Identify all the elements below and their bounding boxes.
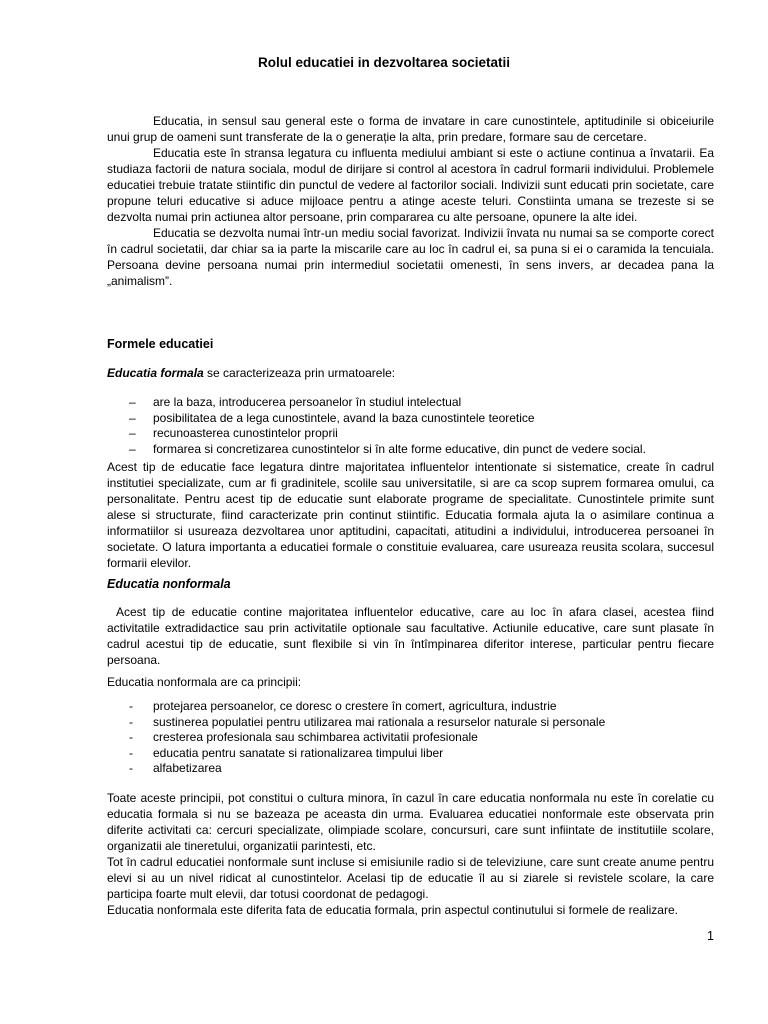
principles-intro: Educatia nonformala are ca principii: xyxy=(107,675,302,689)
dash-marker: - xyxy=(129,730,133,744)
list-item: - sustinerea populatiei pentru utilizarea mai rationala a resurselor naturale si personale xyxy=(129,714,606,729)
dash-marker: – xyxy=(129,410,136,425)
list-item: – recunoasterea cunostintelor proprii xyxy=(129,426,338,440)
intro-paragraph-3: Educatia se dezvolta numai într-un mediu social favorizat. Indivizii învata nu numai sa se comporte corect în cadrul societatii, dar chiar sa ia parte la miscarile care au loc în cadrul ei, sa puna si ei o caramida la tencuiala. Persoana devine persoana numai prin intermediul societatii omenesti, în sens invers, ar decadea pana la „animalism”. xyxy=(107,226,714,288)
nonformal-closing xyxy=(107,790,714,918)
formal-heading-bold: Educatia formala xyxy=(107,366,204,380)
nonformal-paragraph-1: Acest tip de educatie contine majoritatea influentelor educative, care au loc în afara clasei, acestea fiind activitatile extradidactice sau prin activitatile optionale sau facultative. Actiunile educative, care sunt plasate în cadrul acestui tip de educatie, sunt flexibile si vin în întîmpinarea diferitor interese, particular pentru fiecare persoana. xyxy=(107,605,714,667)
dash-marker: - xyxy=(129,745,133,760)
intro-section xyxy=(107,113,714,289)
list-item: - cresterea profesionala sau schimbarea activitatii profesionale xyxy=(129,730,478,744)
list-item: – formarea si concretizarea cunostintelor si în alte forme educative, din punct de vedere social. xyxy=(129,441,646,456)
dash-marker: – xyxy=(129,441,136,456)
document-title: Rolul educatiei in dezvoltarea societatii xyxy=(257,55,511,70)
list-item: - educatia pentru sanatate si rationalizarea timpului liber xyxy=(129,745,444,760)
nonformal-paragraph-4: Educatia nonformala este diferita fata de educatia formala, prin aspectul continutului si formele de realizare. xyxy=(107,903,678,917)
section-heading: Formele educatiei xyxy=(107,337,214,351)
dash-marker: - xyxy=(129,714,133,729)
formal-list xyxy=(107,395,714,457)
formal-heading-rest: se caracterizeaza prin urmatoarele: xyxy=(203,366,396,380)
intro-paragraph-2: Educatia este în stransa legatura cu influenta mediului ambiant si este o actiune continua a învatarii. Ea studiaza factorii de natura sociala, modul de dirijare si control al acestora în cadrul formarii individului. Problemele educatiei trebuie tratate stiintific din punctul de vedere al factorilor sociali. Indivizii sunt educati prin societate, care propune teluri educative si aduce mijloace pentru a atinge aceste teluri. Constiinta umana se trezeste si se dezvolta numai prin actiunea altor persoane, prin compararea cu alte persoane, opunere la alte idei. xyxy=(107,146,714,224)
dash-marker: – xyxy=(129,395,136,409)
principles-list xyxy=(107,699,714,777)
list-item: – posibilitatea de a lega cunostintele, avand la baza cunostintele teoretice xyxy=(129,410,535,425)
dash-marker: - xyxy=(129,761,133,775)
nonformal-paragraph-2: Toate aceste principii, pot constitui o cultura minora, în cazul în care educatia nonformala nu este în corelatie cu educatia formala si nu se bazeaza pe aceasta din urma. Evaluarea educatiei nonformale este observata prin diferite activitati ca: cercuri specializate, olimpiade scolare, concursuri, care sunt infiintate de institutiile scolare, organizatii ale tineretului, organizatii parintesti, etc. xyxy=(107,791,714,853)
nonformal-paragraph-3: Tot în cadrul educatiei nonformale sunt incluse si emisiunile radio si de televiziune, care sunt create anume pentru elevi si au un nivel ridicat al cunostintelor. Acelasi tip de educatie îl au si ziarele si revistele scolare, la care participa foarte mult elevii, dar totusi coordonat de pedagogi. xyxy=(107,855,714,901)
list-item: – are la baza, introducerea persoanelor în studiul intelectual xyxy=(129,395,462,409)
page-number: 1 xyxy=(707,929,714,943)
intro-paragraph-1: Educatia, in sensul sau general este o forma de invatare in care cunostintele, aptitudinile si obiceiurile unui grup de oameni sunt transferate de la o generație la alta, prin predare, formare sau de cercetare. xyxy=(107,114,714,144)
nonformal-heading: Educatia nonformala xyxy=(107,577,231,591)
dash-marker: – xyxy=(129,426,136,440)
dash-marker: - xyxy=(129,699,133,713)
list-item: - alfabetizarea xyxy=(129,761,222,775)
formal-paragraph: Acest tip de educatie face legatura dintre majoritatea influentelor intentionate si sistematice, create în cadrul institutiei specializate, cum ar fi gradinitele, scolile sau universitatile, si are ca scop suprem formarea omului, ca personalitate. Pentru acest tip de educatie sunt elaborate programe de specialitate. Cunostintele primite sunt alese si structurate, fiind caracterizate prin continut stiintific. Educatia formala ajuta la o asimilare continua a informatiilor si usureaza dezvoltarea unor aptitudini, capacitati, atitudini a individului, introducerea persoanei în societate. O latura importanta a educatiei formale o constituie evaluarea, care usureaza reusita scolara, succesul formarii elevilor. xyxy=(107,460,714,570)
list-item: - protejarea persoanelor, ce doresc o crestere în comert, agricultura, industrie xyxy=(129,699,557,713)
formal-heading xyxy=(107,366,395,380)
